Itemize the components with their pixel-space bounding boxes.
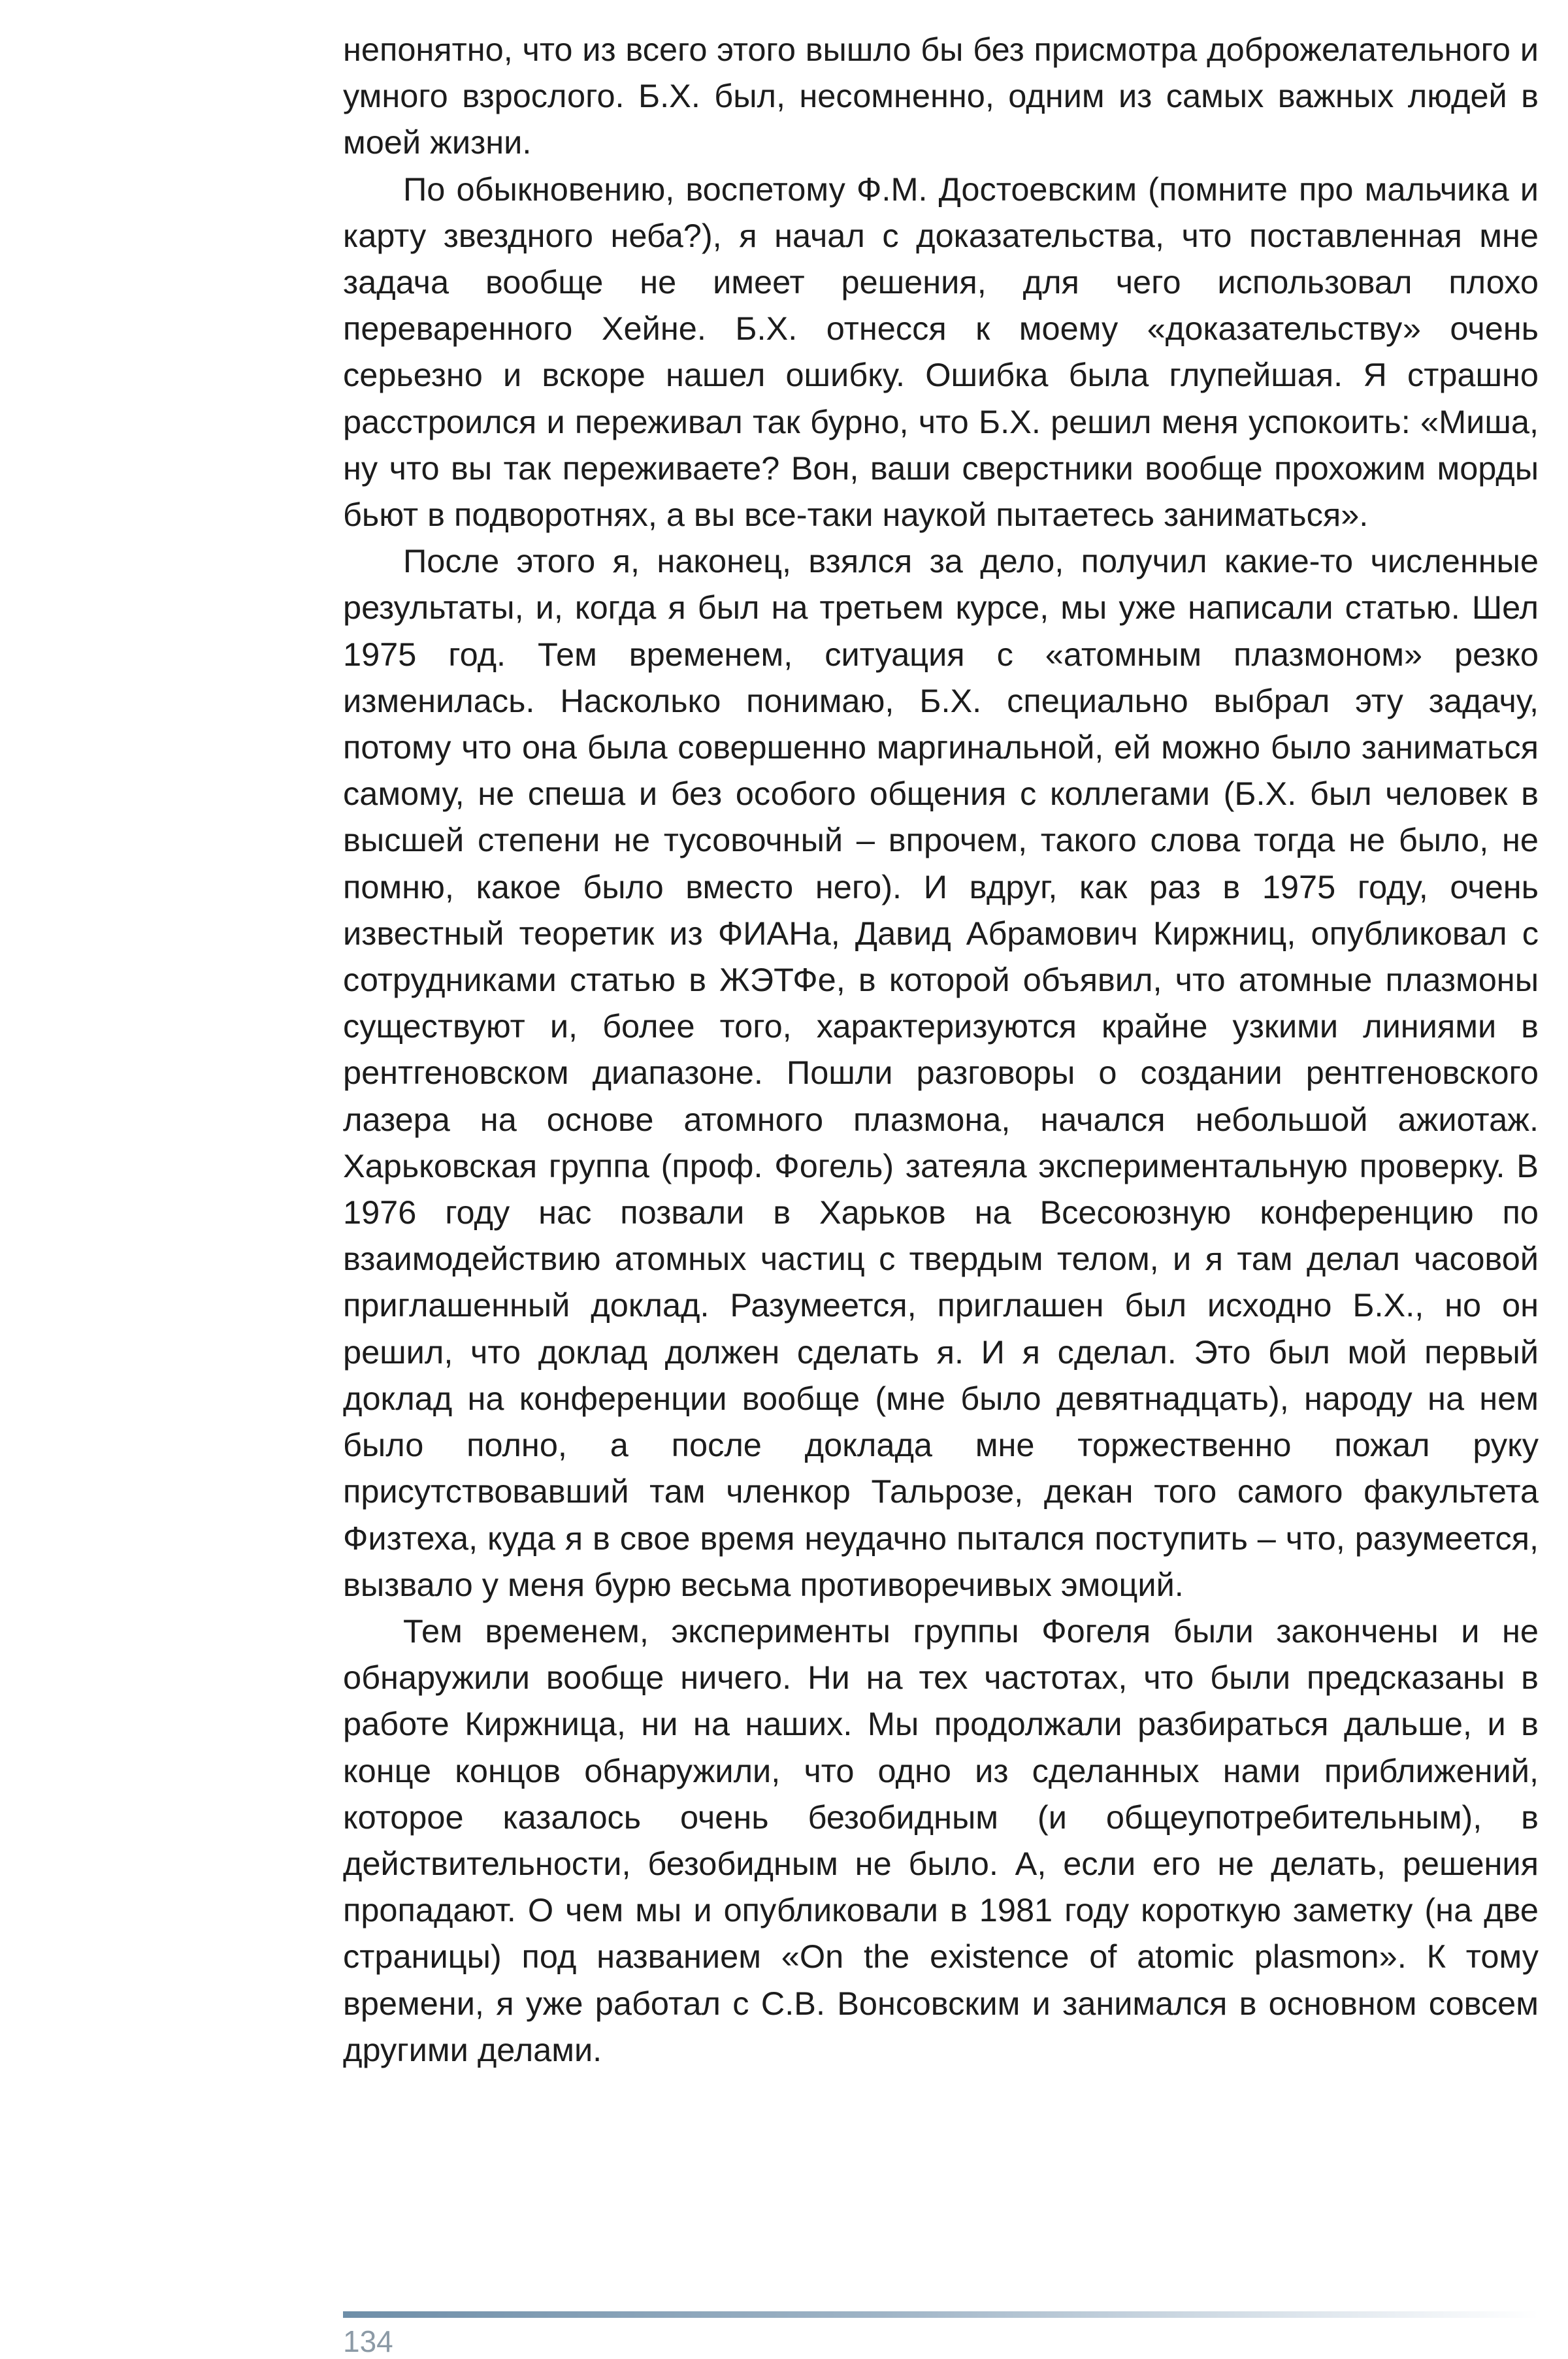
paragraph-atomic-plasmon: После этого я, наконец, взялся за дело, получил какие-то численные результаты, и, когда я был на третьем курсе, мы уже написали статью. Шел 1975 год. Тем временем, ситуация с «атомным плазмоном» резко изменилась. Насколько понимаю, Б.Х. специально выбрал эту задачу, потому что она была совершенно маргинальной, ей можно было заниматься самому, не спеша и без особого общения с коллегами (Б.Х. был человек в высшей степени не тусовочный – впрочем, такого слова тогда не было, не помню, какое было вместо него). И вдруг, как раз в 1975 году, очень известный теоретик из ФИАНа, Давид Абрамович Киржниц, опубликовал с сотрудниками статью в ЖЭТФе, в которой объявил, что атомные плазмоны существуют и, более того, характеризуются крайне узкими линиями в рентгеновском диапазоне. Пошли разговоры о создании рентгеновского лазера на основе атомного плазмона, начался небольшой ажиотаж. Харьковская группа (проф. Фогель) затеяла экспериментальную проверку. В 1976 году нас позвали в Харьков на Всесоюзную конференцию по взаимодействию атомных частиц с твердым телом, и я там делал часовой приглашенный доклад. Разумеется, приглашен был исходно Б.Х., но он решил, что доклад должен сделать я. И я сделал. Это был мой первый доклад на конференции вообще (мне было девятнадцать), народу на нем было полно, а после доклада мне торжественно пожал руку присутствовавший там членкор Тальрозе, декан того самого факультета Физтеха, куда я в свое время неудачно пытался поступить – что, разумеется, вызвало у меня бурю весьма противоречивых эмоций. <box>343 542 1539 1603</box>
page-body <box>343 26 1539 2073</box>
paragraph-continuation: непонятно, что из всего этого вышло бы без присмотра доброжелательного и умного взрослого. Б.Х. был, несомненно, одним из самых важных людей в моей жизни. <box>343 31 1539 161</box>
paragraph-dostoevsky: По обыкновению, воспетому Ф.М. Достоевским (помните про мальчика и карту звездного неба?), я начал с доказательства, что поставленная мне задача вообще не имеет решения, для чего использовал плохо переваренного Хейне. Б.Х. отнесся к моему «доказательству» очень серьезно и вскоре нашел ошибку. Ошибка была глупейшая. Я страшно расстроился и переживал так бурно, что Б.Х. решил меня успокоить: «Миша, ну что вы так переживаете? Вон, ваши сверстники вообще прохожим морды бьют в подворотнях, а вы все-таки наукой пытаетесь заниматься». <box>343 170 1539 534</box>
paragraph-experiments: Тем временем, эксперименты группы Фогеля были закончены и не обнаружили вообще ничего. Ни на тех частотах, что были предсказаны в работе Киржница, ни на наших. Мы продолжали разбираться дальше, и в конце концов обнаружили, что одно из сделанных нами приближений, которое казалось очень безобидным (и общеупотребительным), в действительности, безобидным не было. А, если его не делать, решения пропадают. О чем мы и опубликовали в 1981 году короткую заметку (на две страницы) под названием «On the existence of atomic plasmon». К тому времени, я уже работал с С.В. Вонсовским и занимался в основном совсем другими делами. <box>343 1612 1539 2068</box>
footer-divider <box>343 2311 1539 2318</box>
page-number: 134 <box>343 2324 393 2358</box>
